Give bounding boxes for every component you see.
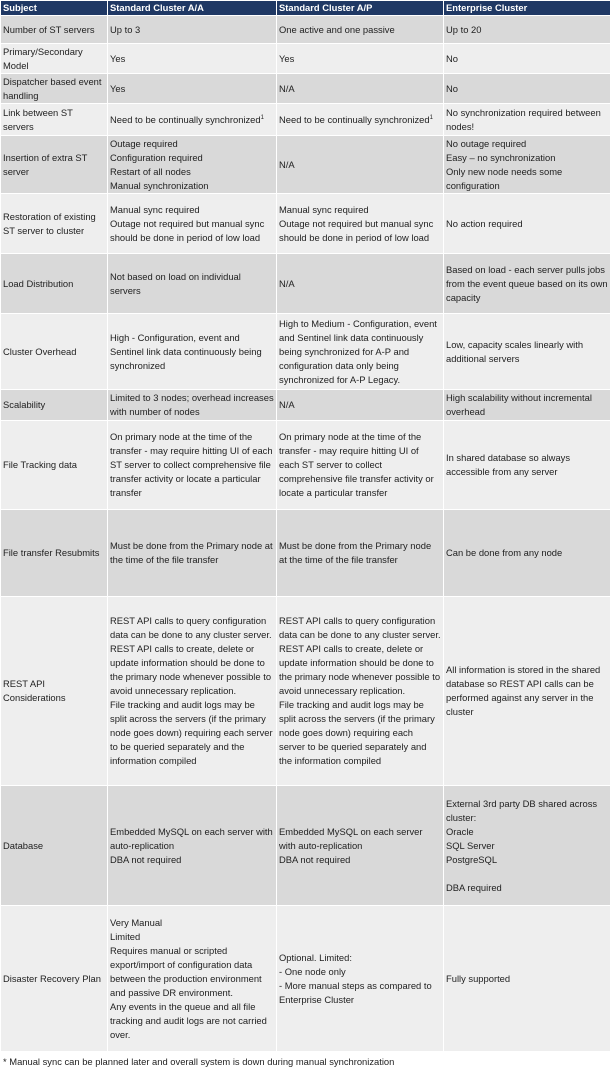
cell-standard-ap xyxy=(277,390,444,421)
cell-line: N/A xyxy=(279,277,295,289)
cell-line: Insertion of extra ST server xyxy=(3,151,88,177)
cell-line: Low, capacity scales linearly with additional servers xyxy=(446,338,584,364)
cell-line: Embedded MySQL on each server with auto-replication xyxy=(110,825,273,851)
cell-standard-aa xyxy=(108,906,277,1052)
cell-line: Link between ST servers xyxy=(3,106,73,132)
cell-enterprise xyxy=(444,16,611,44)
cell-standard-ap xyxy=(277,254,444,314)
cell-standard-aa xyxy=(108,136,277,194)
cell-standard-ap xyxy=(277,421,444,510)
cell-standard-ap xyxy=(277,16,444,44)
cell-line: Disaster Recovery Plan xyxy=(3,972,101,984)
table-row xyxy=(1,254,611,314)
cell-enterprise xyxy=(444,44,611,74)
table-row xyxy=(1,597,611,786)
cell-standard-aa xyxy=(108,104,277,136)
cell-line: No synchronization required between nodes! xyxy=(446,106,601,132)
cell-line: Can be done from any node xyxy=(446,547,563,558)
cell-line: On primary node at the time of the transfer - may require hitting UI of each ST server to collect comprehensive file transfer activity or locate a particular transfer xyxy=(279,431,434,498)
footnote-marker: 1 xyxy=(429,114,433,121)
table-row xyxy=(1,74,611,104)
cell-line: Based on load - each server pulls jobs from the event queue based on its own capacity xyxy=(446,263,608,303)
cell-standard-aa xyxy=(108,16,277,44)
cell-line: On primary node at the time of the transfer - may require hitting UI of each ST server to collect comprehensive file transfer activity or locate a particular transfer xyxy=(110,431,273,498)
cell-subject xyxy=(1,16,108,44)
cell-line: File tracking and audit logs may be split across the servers (if the primary node goes down) requiring each server to be queried separately and the information compiled xyxy=(110,699,273,766)
cell-enterprise xyxy=(444,194,611,254)
cell-line: SQL Server xyxy=(446,839,495,851)
table-row xyxy=(1,104,611,136)
cell-line: Primary/Secondary Model xyxy=(3,45,83,71)
cell-line: Oracle xyxy=(446,825,474,837)
cell-line: Any events in the queue and all file tracking and audit logs are not carried over. xyxy=(110,1000,267,1040)
cell-standard-ap xyxy=(277,906,444,1052)
cell-line: Optional. Limited: xyxy=(279,951,352,963)
table-row xyxy=(1,390,611,421)
footnote-marker: 1 xyxy=(260,114,264,121)
cell-subject xyxy=(1,74,108,104)
cell-enterprise xyxy=(444,390,611,421)
cell-subject xyxy=(1,136,108,194)
cell-standard-aa xyxy=(108,314,277,390)
cell-line: DBA required xyxy=(446,881,502,893)
cell-line: - One node only xyxy=(279,965,346,977)
table-row xyxy=(1,136,611,194)
cell-line: Not based on load on individual servers xyxy=(110,270,241,296)
cell-enterprise xyxy=(444,314,611,390)
cell-line: DBA not required xyxy=(279,853,351,865)
header-row xyxy=(1,1,611,16)
cell-line: DBA not required xyxy=(110,853,182,865)
table-row xyxy=(1,314,611,390)
cell-subject xyxy=(1,44,108,74)
cell-line: Up to 3 xyxy=(110,23,141,35)
cell-enterprise xyxy=(444,597,611,786)
cell-line: File transfer Resubmits xyxy=(3,547,100,558)
cell-line: All information is stored in the shared database so REST API calls can be performed against any server in the cluster xyxy=(446,664,601,717)
cell-standard-ap xyxy=(277,597,444,786)
footnote: * Manual sync can be planned later and overall system is down during manual synchronization xyxy=(3,1056,395,1067)
cell-standard-ap xyxy=(277,314,444,390)
cell-subject xyxy=(1,786,108,906)
cell-line: Manual sync required xyxy=(110,203,200,215)
cell-line: Load Distribution xyxy=(3,277,74,289)
cell-standard-aa xyxy=(108,44,277,74)
cell-line: Restoration of existing ST server to cluster xyxy=(3,210,96,236)
cell-enterprise xyxy=(444,254,611,314)
cell-line: REST API Considerations xyxy=(3,678,66,703)
cell-line: Yes xyxy=(279,52,295,64)
cell-line: In shared database so always accessible from any server xyxy=(446,452,571,477)
cell-line: Manual sync required xyxy=(279,203,369,215)
cell-subject xyxy=(1,104,108,136)
table-row xyxy=(1,16,611,44)
cell-line: File Tracking data xyxy=(3,459,77,470)
cell-line: Scalability xyxy=(3,399,46,410)
cell-standard-aa xyxy=(108,390,277,421)
table-row xyxy=(1,44,611,74)
cell-line xyxy=(446,867,608,881)
cell-line: Database xyxy=(3,839,44,851)
cell-line: PostgreSQL xyxy=(446,853,498,865)
cell-line: Restart of all nodes xyxy=(110,165,191,177)
cell-line: One active and one passive xyxy=(279,23,395,35)
cell-line: REST API calls to query configuration data can be done to any cluster server. xyxy=(279,615,441,640)
cell-enterprise xyxy=(444,906,611,1052)
cell-subject xyxy=(1,254,108,314)
cell-line: No action required xyxy=(446,217,523,229)
cell-enterprise xyxy=(444,104,611,136)
cell-line: External 3rd party DB shared across cluster: xyxy=(446,797,598,823)
cell-subject xyxy=(1,390,108,421)
cell-subject xyxy=(1,314,108,390)
cell-enterprise xyxy=(444,510,611,597)
cell-subject xyxy=(1,194,108,254)
cell-enterprise xyxy=(444,74,611,104)
header-standard-ap: Standard Cluster A/P xyxy=(277,1,444,16)
cell-line: Number of ST servers xyxy=(3,23,95,35)
cell-standard-ap xyxy=(277,786,444,906)
cell-standard-aa xyxy=(108,786,277,906)
cell-line: REST API calls to create, delete or update information should be done to the primary node whenever possible to avoid unnecessary replication. xyxy=(279,643,441,696)
cell-standard-aa xyxy=(108,74,277,104)
cell-enterprise xyxy=(444,136,611,194)
cell-line: No xyxy=(446,52,458,64)
cell-line: Outage required xyxy=(110,137,178,149)
cell-subject xyxy=(1,510,108,597)
table-row xyxy=(1,906,611,1052)
cell-standard-aa xyxy=(108,194,277,254)
cell-line: Easy – no synchronization xyxy=(446,151,556,163)
cell-line: Very Manual xyxy=(110,916,163,928)
cell-line: - More manual steps as compared to Enterprise Cluster xyxy=(279,979,432,1005)
cell-line: File tracking and audit logs may be split across the servers (if the primary node goes down) requiring each server to be queried separately and the information compiled xyxy=(279,699,435,766)
cell-standard-ap xyxy=(277,194,444,254)
cell-line: Outage not required but manual sync should be done in period of low load xyxy=(279,217,434,243)
header-standard-aa: Standard Cluster A/A xyxy=(108,1,277,16)
header-enterprise: Enterprise Cluster xyxy=(444,1,611,16)
cell-standard-aa xyxy=(108,597,277,786)
cell-line: Limited xyxy=(110,930,141,942)
cell-line: Limited to 3 nodes; overhead increases with number of nodes xyxy=(110,392,274,417)
cell-line: N/A xyxy=(279,399,295,410)
cell-line: Dispatcher based event handling xyxy=(3,75,102,101)
cell-standard-aa xyxy=(108,421,277,510)
cell-line: Embedded MySQL on each server with auto-replication xyxy=(279,825,423,851)
cell-line: REST API calls to query configuration data can be done to any cluster server. xyxy=(110,615,272,640)
cell-line: Yes xyxy=(110,82,126,94)
cell-line: Configuration required xyxy=(110,151,203,163)
cell-subject xyxy=(1,597,108,786)
table-row xyxy=(1,510,611,597)
cell-standard-ap xyxy=(277,136,444,194)
cell-standard-ap xyxy=(277,44,444,74)
cell-line: Must be done from the Primary node at the time of the file transfer xyxy=(110,540,273,565)
cell-standard-ap xyxy=(277,104,444,136)
header-subject: Subject xyxy=(1,1,108,16)
cell-standard-ap xyxy=(277,74,444,104)
table-row xyxy=(1,194,611,254)
cell-line: Need to be continually synchronized xyxy=(279,113,430,125)
cell-line: N/A xyxy=(279,158,295,170)
cell-standard-ap xyxy=(277,510,444,597)
cell-line: Outage not required but manual sync should be done in period of low load xyxy=(110,217,265,243)
cell-line: Manual synchronization xyxy=(110,179,209,191)
cell-line: Need to be continually synchronized xyxy=(110,113,261,125)
cell-line: Up to 20 xyxy=(446,23,482,35)
cell-line: N/A xyxy=(279,82,295,94)
cell-line: REST API calls to create, delete or update information should be done to the primary node whenever possible to avoid unnecessary replication. xyxy=(110,643,272,696)
cell-line: Requires manual or scripted export/import of configuration data between the production environment and passive DR environment. xyxy=(110,944,262,998)
cell-line: Cluster Overhead xyxy=(3,345,77,357)
cell-line: Must be done from the Primary node at the time of the file transfer xyxy=(279,540,432,565)
cell-subject xyxy=(1,906,108,1052)
cell-subject xyxy=(1,421,108,510)
cell-enterprise xyxy=(444,786,611,906)
cell-line: High scalability without incremental overhead xyxy=(446,392,592,417)
table-row xyxy=(1,786,611,906)
cell-line: Yes xyxy=(110,52,126,64)
cell-line: Only new node needs some configuration xyxy=(446,165,563,191)
table-row xyxy=(1,421,611,510)
cell-standard-aa xyxy=(108,254,277,314)
cell-line: High to Medium - Configuration, event and Sentinel link data continuously being synchronized for A-P and configuration data only being synchronized for A-P Legacy. xyxy=(279,317,437,385)
cell-enterprise xyxy=(444,421,611,510)
table-body xyxy=(1,16,611,1052)
cell-line: High - Configuration, event and Sentinel link data continuously being synchronized xyxy=(110,331,262,371)
cell-line: Fully supported xyxy=(446,972,511,984)
cell-standard-aa xyxy=(108,510,277,597)
cell-line: No xyxy=(446,82,458,94)
cell-line: No outage required xyxy=(446,137,527,149)
